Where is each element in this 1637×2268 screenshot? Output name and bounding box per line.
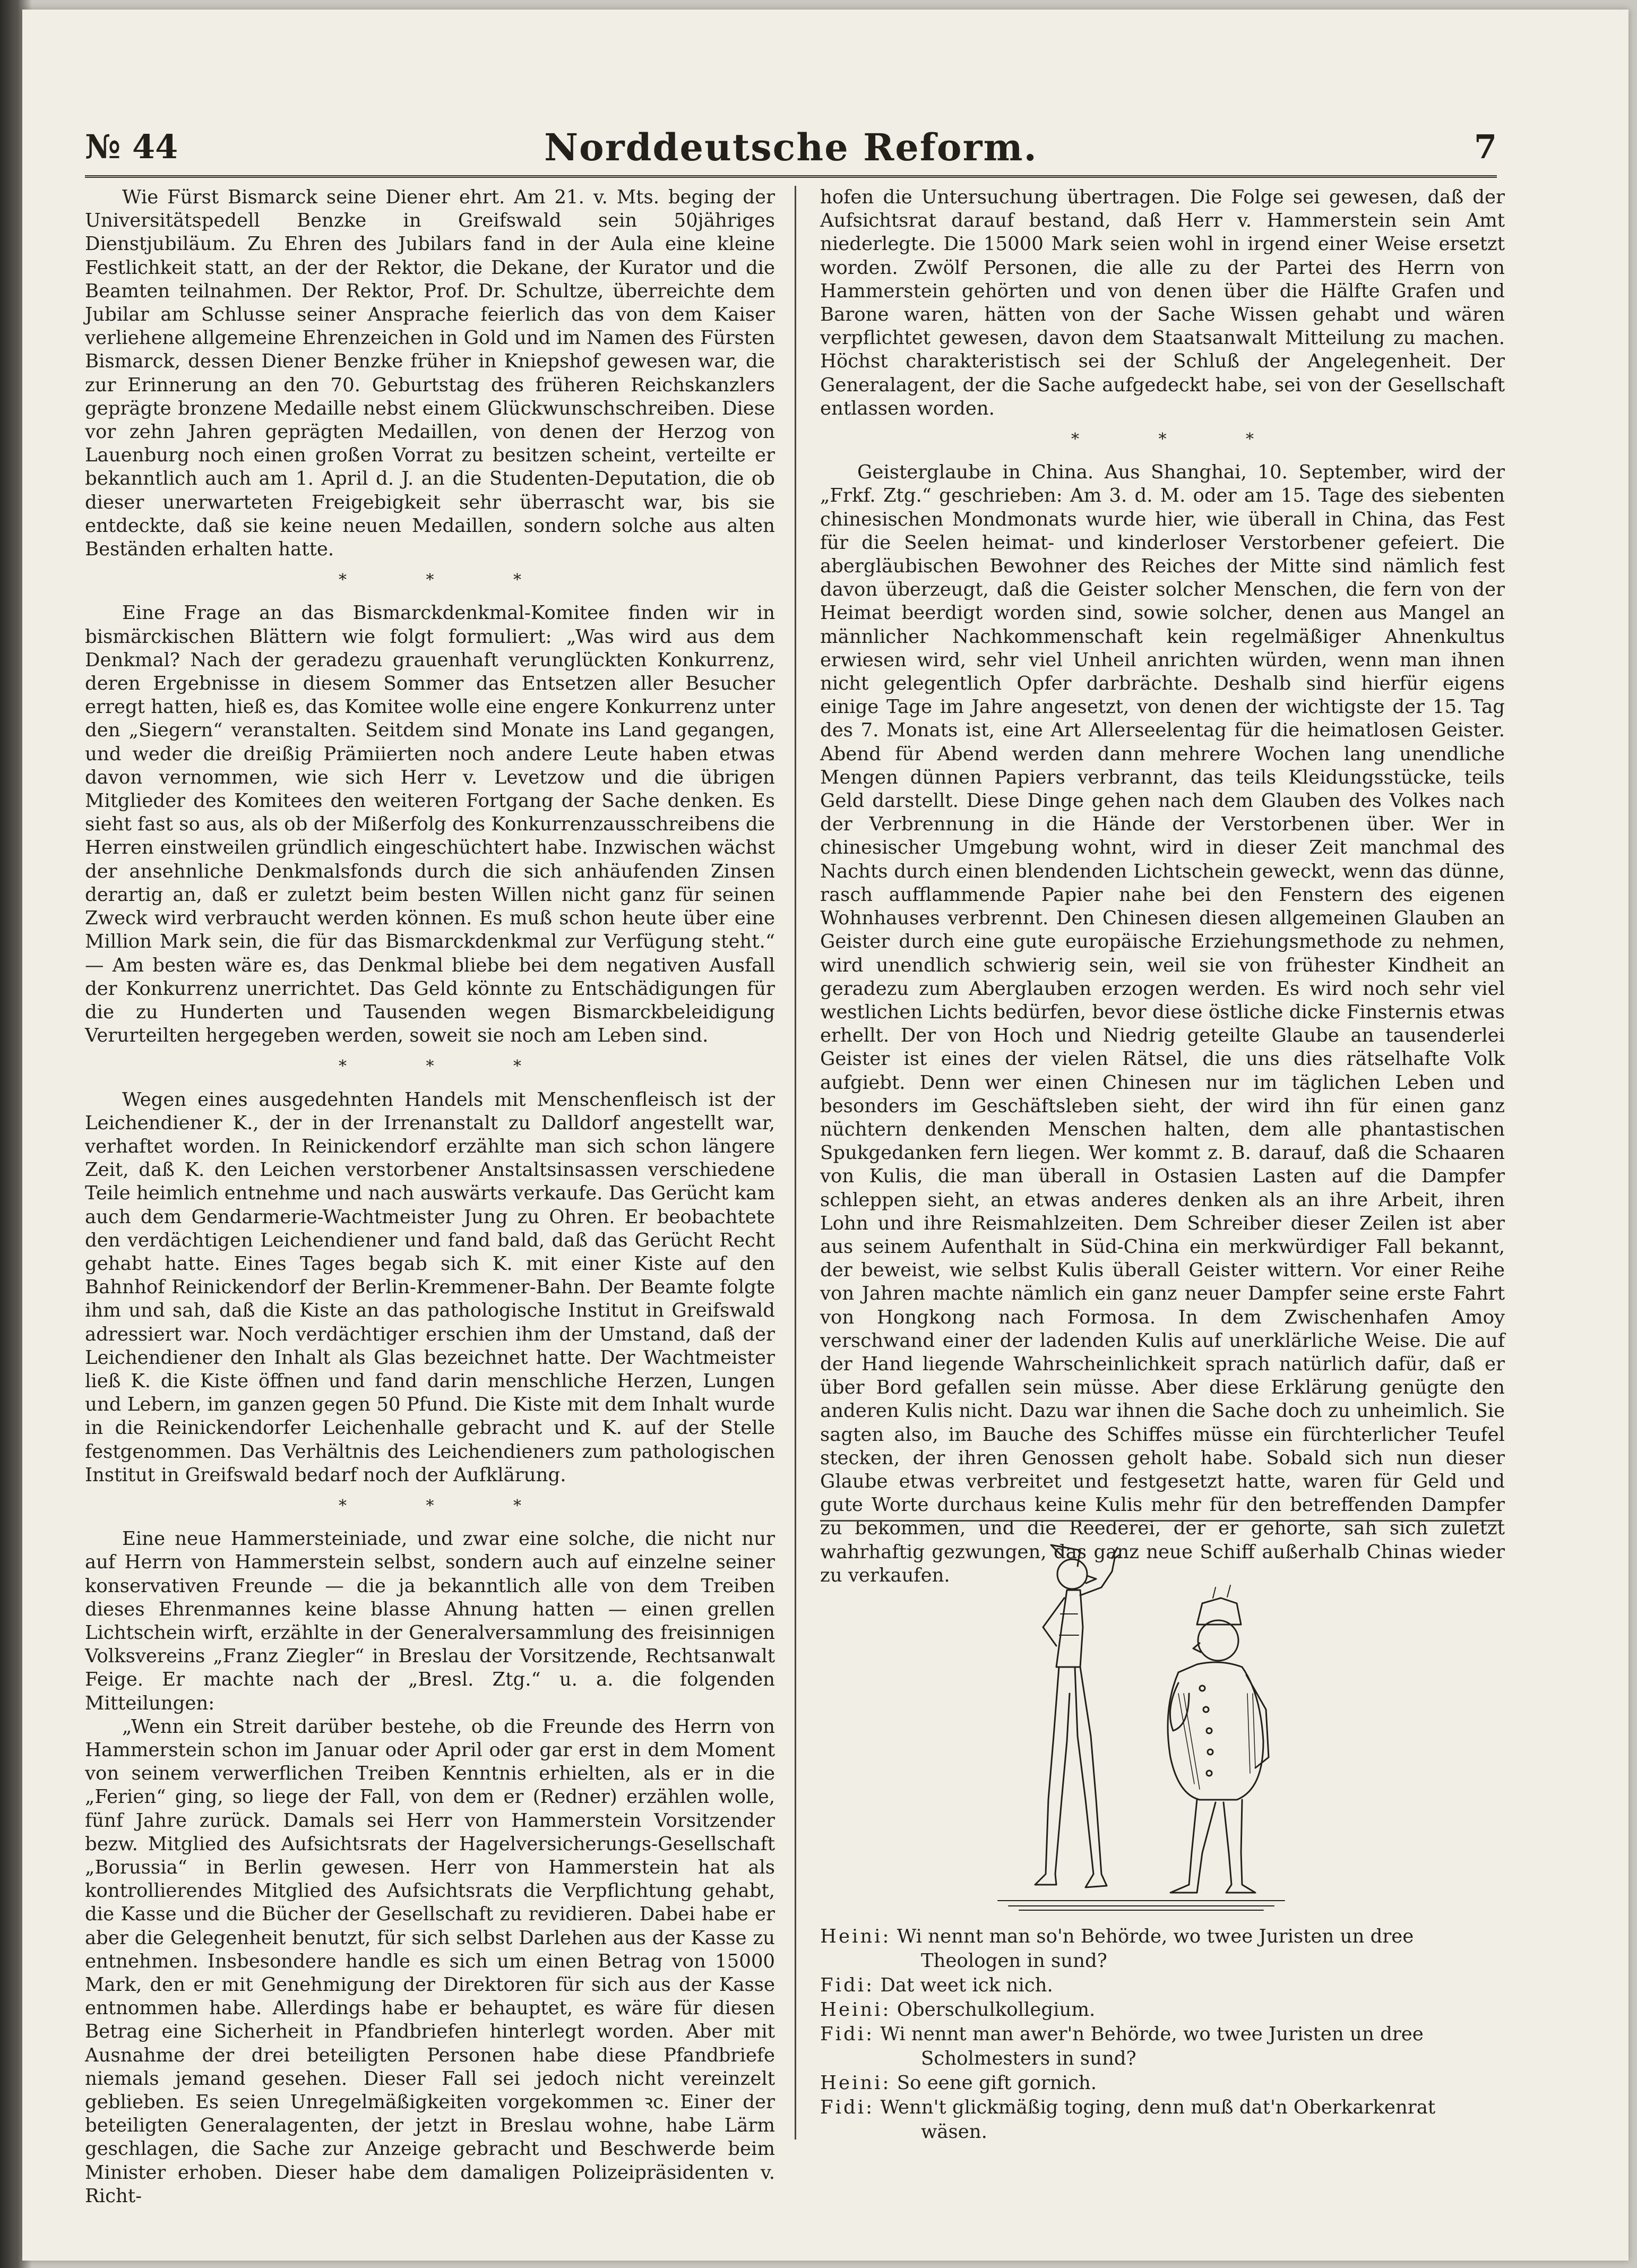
article-bismarck-diener: Wie Fürst Bismarck seine Diener ehrt. Am 21. v. Mts. beging der Universitätspedell Benzke in Greifswald sein 50jähriges Dienstjubiläum. Zu Ehren des Jubilars fand in der Aula eine kleine Festlichkeit statt, an der der Rektor, die Dekane, der Kurator und die Beamten teilnahmen. Der Rektor, Prof. Dr. Schultze, überreichte dem Jubilar am Schlusse seiner Ansprache feierlich das von dem Kaiser verliehene allgemeine Ehrenzeichen in Gold und im Namen des Fürsten Bismarck, dessen Diener Benzke früher in Kniepshof gewesen war, die zur Erinnerung an den 70. Geburtstag des früheren Reichskanzlers geprägte bronzene Medaille nebst einem Glückwunschschreiben. Diese vor zehn Jahren geprägten Medaillen, von denen der Herzog von Lauenburg noch einen großen Vorrat zu besitzen scheint, verteilte er bekanntlich auch am 1. April d. J. an die Studenten-Deputation, die ob dieser unerwarteten Freigebigkeit sehr überrascht war, bis sie entdeckte, daß sie keine neuen Medaillen, sondern solche aus alten Beständen erhalten hatte. — [85, 186, 775, 561]
column-divider — [795, 186, 796, 2140]
dialogue-line — [820, 1973, 1505, 1998]
dialogue-text: Dat weet ick nich. — [880, 1974, 1053, 1996]
dialogue-line — [820, 2022, 1505, 2071]
section-separator: * * * — [338, 1496, 559, 1515]
dialogue-line — [820, 1925, 1505, 1973]
speaker-heini: Heini: — [820, 1999, 891, 2021]
speaker-fidi: Fidi: — [820, 2023, 875, 2045]
dialogue-text: Oberschulkollegium. — [897, 1999, 1096, 2021]
speaker-heini: Heini: — [820, 1926, 891, 1947]
dialogue-line — [820, 1998, 1505, 2022]
dialogue-text: So eene gift gornich. — [897, 2072, 1097, 2094]
cartoon-rule — [820, 1520, 1502, 1522]
speaker-heini: Heini: — [820, 2072, 891, 2094]
page-number: 7 — [1474, 127, 1497, 166]
article-bismarckdenkmal: Eine Frage an das Bismarckdenkmal-Komitee finden wir in bismärckischen Blättern wie folgt formuliert: „Was wird aus dem Denkmal? Nach der geradezu grauenhaft verunglückten Konkurrenz, deren Ergebnisse in diesem Sommer das Entsetzen aller Besucher erregt hatten, hieß es, das Komitee wolle eine engere Konkurrenz unter den „Siegern“ veranstalten. Seitdem sind Monate ins Land gegangen, und weder die dreißig Prämiierten noch andere Leute haben etwas davon vernommen, wie sich Herr v. Levetzow und die übrigen Mitglieder des Komitees den weiteren Fortgang der Sache denken. Es sieht fast so aus, als ob der Mißerfolg des Konkurrenzausschreibens die Herren einstweilen gründlich eingeschüchtert habe. Inzwischen wächst der ansehnliche Denkmalsfonds durch die sich anhäufenden Zinsen derartig an, daß er zuletzt beim besten Willen nicht ganz für seinen Zweck wird verbraucht werden können. Es muß schon heute über eine Million Mark sein, die für das Bismarckdenkmal zur Verfügung steht.“ — Am besten wäre es, das Denkmal bliebe bei dem negativen Ausfall der Konkurrenz unerrichtet. Das Geld könnte zu Entschädigungen für die zu Hunderten und Tausenden wegen Bismarckbeleidigung Verurteilten hergegeben werden, soweit sie noch am Leben sind. — [85, 602, 775, 1047]
section-separator: * * * — [338, 571, 559, 590]
dialogue-text: Wi nennt man awer'n Behörde, wo twee Juristen un dree Scholmesters in sund? — [880, 2023, 1424, 2069]
header-rule — [85, 175, 1497, 178]
right-column — [820, 186, 1505, 1586]
left-column — [85, 186, 775, 2207]
section-separator: * * * — [338, 1057, 559, 1076]
article-hammersteiniade-continued: hofen die Untersuchung übertragen. Die Folge sei gewesen, daß der Aufsichtsrat darauf bestand, daß Herr v. Hammerstein sein Amt niederlegte. Die 15000 Mark seien wohl in irgend einer Weise ersetzt worden. Zwölf Personen, die alle zu der Partei des Herrn von Hammerstein gehörten und von denen über die Hälfte Grafen und Barone waren, hätten von der Sache Wissen gehabt und wären verpflichtet gewesen, davon dem Staatsanwalt Mitteilung zu machen. Höchst charakteristisch sei der Schluß der Angelegenheit. Der Generalagent, der die Sache aufgedeckt habe, sei von der Gesellschaft entlassen worden. — [820, 186, 1505, 419]
page-header — [85, 127, 1497, 175]
dialogue-line — [820, 2095, 1505, 2144]
speaker-fidi: Fidi: — [820, 1974, 875, 1996]
dialogue-text: Wi nennt man so'n Behörde, wo twee Juristen un dree Theologen in sund? — [897, 1926, 1414, 1972]
article-hammersteiniade: Eine neue Hammersteiniade, und zwar eine solche, die nicht nur auf Herrn von Hammerstein selbst, sondern auch auf einzelne seiner konservativen Freunde — die ja bekanntlich alle von dem Treiben dieses Ehrenmannes keine blasse Ahnung hatten — einen grellen Lichtschein wirft, erzählte in der Generalversammlung des freisinnigen Volksvereins „Franz Ziegler“ in Breslau der Vorsitzende, Rechtsanwalt Feige. Er machte nach der „Bresl. Ztg.“ u. a. die folgenden Mitteilungen: — [85, 1528, 775, 1714]
speaker-fidi: Fidi: — [820, 2097, 875, 2118]
article-menschenfleisch: Wegen eines ausgedehnten Handels mit Menschenfleisch ist der Leichendiener K., der in der Irrenanstalt zu Dalldorf angestellt war, verhaftet worden. In Reinickendorf erzählte man sich schon längere Zeit, daß K. den Leichen verstorbener Anstaltsinsassen verschiedene Teile heimlich entnehme und nach auswärts verkaufe. Das Gerücht kam auch dem Gendarmerie-Wachtmeister Jung zu Ohren. Er beobachtete den verdächtigen Leichendiener und fand bald, daß das Gerücht Recht gehabt hatte. Eines Tages begab sich K. mit einer Kiste auf den Bahnhof Reinickendorf der Berlin-Kremmener-Bahn. Der Beamte folgte ihm und sah, daß die Kiste an das pathologische Institut in Greifswald adressiert war. Noch verdächtiger erschien ihm der Umstand, daß der Leichendiener den Inhalt als Glas bezeichnet hatte. Der Wachtmeister ließ K. die Kiste öffnen und fand darin menschliche Herzen, Lungen und Lebern, im ganzen gegen 50 Pfund. Die Kiste mit dem Inhalt wurde in die Reinickendorfer Leichenhalle gebracht und K. auf der Stelle festgenommen. Das Verhältnis des Leichendieners zum pathologischen Institut in Greifswald bedarf noch der Aufklärung. — [85, 1088, 775, 1486]
dialogue-line — [820, 2071, 1505, 2095]
article-geisterglaube-china: Geisterglaube in China. Aus Shanghai, 10. September, wird der „Frkf. Ztg.“ geschrieben: Am 3. d. M. oder am 15. Tage des siebenten chinesischen Mondmonats wurde hier, wie überall in China, das Fest für die Seelen heimat- und kinderloser Verstorbener gefeiert. Die abergläubischen Bewohner des Reiches der Mitte sind nämlich fest davon überzeugt, daß die Geister solcher Menschen, die fern von der Heimat beerdigt worden sind, sowie solcher, denen aus Mangel an männlicher Nachkommenschaft kein regelmäßiger Ahnenkultus erwiesen wird, sehr viel Unheil anrichten würden, wenn man ihnen nicht gelegentlich Opfer darbrächte. Deshalb sind hierfür eigens einige Tage im Jahre angesetzt, von denen der wichtigste der 15. Tag des 7. Monats ist, eine Art Allerseelentag für die heimatlosen Geister. Abend für Abend werden dann mehrere Wochen lang unendliche Mengen dünnen Papiers verbrannt, das teils Kleidungsstücke, teils Geld darstellt. Diese Dinge gehen nach dem Glauben des Volkes nach der Verbrennung in die Hände der Verstorbenen über. Wer in chinesischer Umgebung wohnt, wird in dieser Zeit manchmal des Nachts durch einen blendenden Lichtschein geweckt, wenn das dünne, rasch aufflammende Papier nahe bei den Fenstern des eigenen Wohnhauses verbrennt. Den Chinesen diesen allgemeinen Glauben an Geister durch eine gute europäische Erziehungsmethode zu nehmen, wird unendlich schwierig sein, weil sie von frühester Kindheit an geradezu zum Aberglauben erzogen werden. Es wird noch sehr viel westlichen Lichts bedürfen, bevor diese östliche dicke Finsternis etwas erhellt. Der von Hoch und Niedrig geteilte Glaube an tausenderlei Geister ist eines der vielen Rätsel, die uns dies rätselhafte Volk aufgiebt. Denn wer einen Chinesen nur im täglichen Leben und besonders im Geschäftsleben sieht, der wird ihn für einen ganz nüchtern denkenden Menschen halten, dem alle phantastischen Spukgedanken fern liegen. Wer kommt z. B. darauf, daß die Schaaren von Kulis, die man überall in Ostasien Lasten auf die Dampfer schleppen sieht, an etwas anderes denken als an ihre Arbeit, ihren Lohn und ihre Reismahlzeiten. Dem Schreiber dieser Zeilen ist aber aus seinem Aufenthalt in Süd-China ein merkwürdiger Fall bekannt, der beweist, wie selbst Kulis überall Geister wittern. Vor einer Reihe von Jahren machte nämlich ein ganz neuer Dampfer seine erste Fahrt von Hongkong nach Formosa. In dem Zwischenhafen Amoy verschwand einer der ladenden Kulis auf unerklärliche Weise. Die auf der Hand liegende Wahrscheinlichkeit sprach natürlich dafür, daß er über Bord gefallen sein müsse. Aber diese Erklärung genügte den anderen Kulis nicht. Dazu war ihnen die Sache doch zu unheimlich. Sie sagten also, im Bauche des Schiffes müsse ein fürchterlicher Teufel stecken, der ihren Genossen geholt habe. Sobald sich nun dieser Glaube etwas verbreitet und festgesetzt hatte, waren für Geld und gute Worte durchaus keine Kulis mehr für den betreffenden Dampfer zu bekommen, und die Reederei, der er gehörte, sah sich zuletzt wahrhaftig gezwungen, das ganz neue Schiff außerhalb Chinas wieder zu verkaufen. — [820, 461, 1505, 1586]
cartoon-dialogue — [820, 1925, 1505, 2144]
article-hammersteiniade-quote: „Wenn ein Streit darüber bestehe, ob die Freunde des Herrn von Hammerstein schon im Januar oder April oder gar erst in dem Moment von seinem verwerflichen Treiben Kenntnis erhielten, als er in die „Ferien“ ging, so liege der Fall, von dem er (Redner) erzählen wolle, fünf Jahre zurück. Damals sei Herr von Hammerstein Vorsitzender bezw. Mitglied des Aufsichtsrats der Hagelversicherungs-Gesellschaft „Borussia“ in Berlin gewesen. Herr von Hammerstein hat als kontrollierendes Mitglied des Aufsichtsrats die Verpflichtung gehabt, die Kasse und die Bücher der Gesellschaft zu revidieren. Dabei habe er aber die Gelegenheit benutzt, für sich selbst Darlehen aus der Kasse zu entnehmen. Insbesondere handle es sich um einen Betrag von 15000 Mark, den er mit Genehmigung der Direktoren für sich aus der Kasse entnommen habe. Allerdings habe er behauptet, es wäre für diesen Betrag eine Sicherheit in Pfandbriefen hinterlegt worden. Aber mit Ausnahme der drei beteiligten Personen habe diese Pfandbriefe niemals jemand gesehen. Dieser Fall sei jedoch nicht vereinzelt geblieben. Es seien Unregelmäßigkeiten vorgekommen ꝛc. Einer der beteiligten Generalagenten, der jetzt in Breslau wohne, habe Lärm geschlagen, die Sache zur Anzeige gebracht und Beschwerde beim Minister erhoben. Dieser habe dem damaligen Polizeipräsidenten v. Richt- — [85, 1715, 775, 2207]
dialogue-text: Wenn't glickmäßig toging, denn muß dat'n Oberkarkenrat wäsen. — [880, 2097, 1436, 2143]
newspaper-title: Norddeutsche Reform. — [544, 125, 1038, 169]
cartoon-illustration-icon — [987, 1534, 1295, 1917]
section-separator: * * * — [1071, 430, 1291, 449]
issue-number: № 44 — [85, 127, 178, 166]
